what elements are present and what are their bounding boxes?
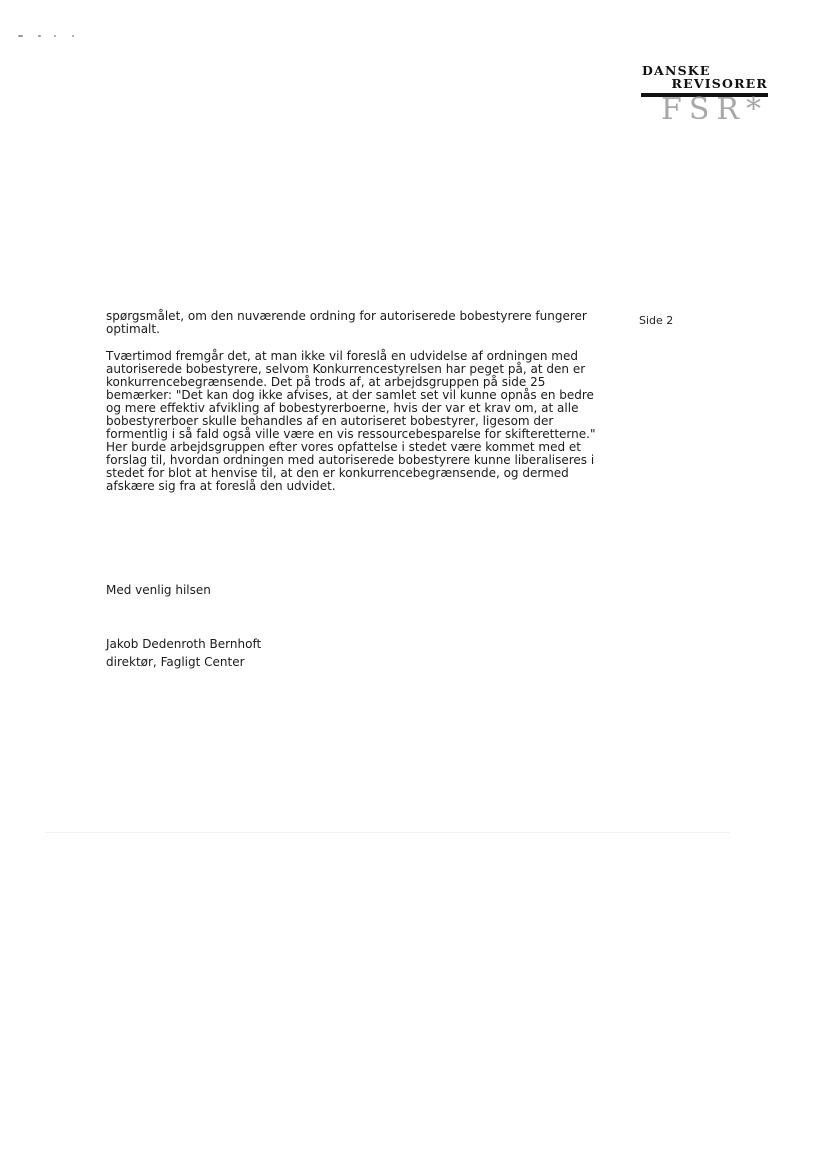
paragraph-2 [106,350,606,493]
closing-salutation: Med venlig hilsen [106,583,211,597]
signatory-name: Jakob Dedenroth Bernhoft [106,637,262,651]
text-line: forslag til, hvordan ordningen med autoriserede bobestyrere kunne liberaliseres i [106,453,595,467]
fsr-logo-mark: FSR* [661,92,768,127]
text-line: Her burde arbejdsgruppen efter vores opfattelse i stedet være kommet med et [106,440,582,454]
paragraph-1 [106,310,606,336]
text-line: spørgsmålet, om den nuværende ordning for autoriserede bobestyrere fungerer [106,309,587,323]
signature-block [106,635,261,671]
scan-artifact-line [45,832,730,833]
scan-artifacts [18,33,88,39]
text-line: bemærker: "Det kan dog ikke afvises, at der samlet set vil kunne opnås en bedre [106,388,594,402]
text-line: Tværtimod fremgår det, at man ikke vil foreslå en udvidelse af ordningen med [106,349,578,363]
letter-body [106,310,606,493]
text-line: optimalt. [106,322,160,336]
logo-text-danske: DANSKE [642,63,711,78]
logo-text-revisorer: REVISORER [671,76,768,91]
page-number: Side 2 [639,314,674,327]
danske-revisorer-logo [640,64,768,126]
text-line: konkurrencebegrænsende. Det på trods af, at arbejdsgruppen på side 25 [106,375,546,389]
signatory-title: direktør, Fagligt Center [106,655,245,669]
text-line: og mere effektiv afvikling af bobestyrerboerne, hvis der var et krav om, at alle [106,401,579,415]
text-line: formentlig i så fald også ville være en vis ressourcebesparelse for skifteretterne." [106,427,596,441]
text-line: autoriserede bobestyrere, selvom Konkurrencestyrelsen har peget på, at den er [106,362,586,376]
text-line: bobestyrerboer skulle behandles af en autoriseret bobestyrer, ligesom der [106,414,554,428]
text-line: afskære sig fra at foreslå den udvidet. [106,479,336,493]
text-line: stedet for blot at henvise til, at den er konkurrencebegrænsende, og dermed [106,466,569,480]
